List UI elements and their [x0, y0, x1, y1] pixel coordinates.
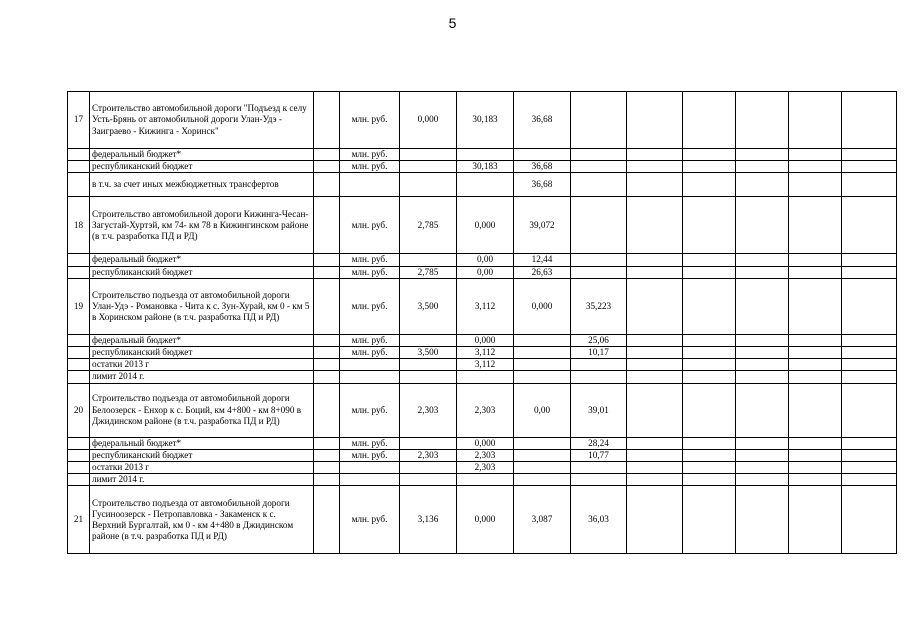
- empty-cell: [683, 334, 736, 346]
- empty-cell: [683, 437, 736, 449]
- value-cell-2: 0,00: [457, 254, 514, 266]
- empty-cell: [789, 334, 842, 346]
- empty-cell: [736, 92, 789, 149]
- empty-cell: [736, 449, 789, 461]
- value-cell-1: [400, 437, 457, 449]
- value-cell-2: 2,303: [457, 462, 514, 474]
- value-cell-4: [571, 266, 627, 278]
- empty-cell: [736, 474, 789, 486]
- empty-cell: [627, 92, 683, 149]
- row-number-cell: 17: [68, 92, 90, 149]
- budget-table: [67, 91, 897, 554]
- empty-cell: [842, 371, 897, 383]
- empty-cell: [683, 266, 736, 278]
- row-number-cell: [68, 334, 90, 346]
- row-number-cell: [68, 474, 90, 486]
- row-name-cell: лимит 2014 г.: [90, 474, 314, 486]
- unit-cell: [340, 371, 400, 383]
- empty-cell: [683, 474, 736, 486]
- row-name-cell: в т.ч. за счет иных межбюджетных трансфертов: [90, 173, 314, 197]
- empty-cell: [627, 359, 683, 371]
- table-row-object: [68, 92, 897, 149]
- value-cell-4: 10,77: [571, 449, 627, 461]
- value-cell-4: 36,03: [571, 486, 627, 554]
- row-number-cell: [68, 173, 90, 197]
- value-cell-2: 0,000: [457, 197, 514, 254]
- value-cell-4: [571, 254, 627, 266]
- table-row-object: [68, 486, 897, 554]
- empty-cell: [683, 449, 736, 461]
- empty-cell: [627, 437, 683, 449]
- row-number-cell: 21: [68, 486, 90, 554]
- empty-cell: [789, 371, 842, 383]
- value-cell-2: 0,000: [457, 334, 514, 346]
- value-cell-2: [457, 371, 514, 383]
- empty-cell: [683, 371, 736, 383]
- value-cell-3: [514, 371, 571, 383]
- value-cell-4: [571, 92, 627, 149]
- empty-cell: [789, 149, 842, 161]
- table-row-source: [68, 371, 897, 383]
- spacer-cell: [314, 371, 340, 383]
- spacer-cell: [314, 266, 340, 278]
- empty-cell: [736, 486, 789, 554]
- empty-cell: [736, 347, 789, 359]
- value-cell-4: [571, 474, 627, 486]
- empty-cell: [736, 173, 789, 197]
- empty-cell: [627, 254, 683, 266]
- unit-cell: млн. руб.: [340, 254, 400, 266]
- value-cell-3: 36,68: [514, 173, 571, 197]
- empty-cell: [683, 462, 736, 474]
- empty-cell: [627, 383, 683, 437]
- empty-cell: [789, 92, 842, 149]
- unit-cell: млн. руб.: [340, 347, 400, 359]
- spacer-cell: [314, 359, 340, 371]
- empty-cell: [683, 278, 736, 334]
- row-number-cell: 18: [68, 197, 90, 254]
- value-cell-1: [400, 334, 457, 346]
- empty-cell: [627, 334, 683, 346]
- value-cell-1: [400, 254, 457, 266]
- value-cell-3: 12,44: [514, 254, 571, 266]
- empty-cell: [627, 197, 683, 254]
- unit-cell: [340, 359, 400, 371]
- empty-cell: [683, 486, 736, 554]
- row-name-cell: Строительство автомобильной дороги Кижинга-Чесан-Загустай-Хуртэй, км 74- км 78 в Кижингинском районе (в т.ч. разработка ПД и РД): [90, 197, 314, 254]
- row-name-cell: Строительство автомобильной дороги "Подъезд к селу Усть-Брянь от автомобильной дороги Улан-Удэ - Заиграево - Кижинга - Хоринск": [90, 92, 314, 149]
- empty-cell: [736, 149, 789, 161]
- empty-cell: [789, 278, 842, 334]
- empty-cell: [842, 92, 897, 149]
- empty-cell: [736, 197, 789, 254]
- value-cell-4: 35,223: [571, 278, 627, 334]
- empty-cell: [842, 161, 897, 173]
- table-row-source: [68, 254, 897, 266]
- empty-cell: [842, 347, 897, 359]
- empty-cell: [842, 383, 897, 437]
- value-cell-1: 2,785: [400, 266, 457, 278]
- empty-cell: [842, 197, 897, 254]
- spacer-cell: [314, 486, 340, 554]
- empty-cell: [789, 266, 842, 278]
- value-cell-3: 0,000: [514, 278, 571, 334]
- empty-cell: [842, 334, 897, 346]
- value-cell-4: [571, 173, 627, 197]
- row-name-cell: республиканский бюджет: [90, 347, 314, 359]
- empty-cell: [842, 266, 897, 278]
- value-cell-3: 3,087: [514, 486, 571, 554]
- table-row-source: [68, 462, 897, 474]
- table-row-object: [68, 383, 897, 437]
- row-name-cell: федеральный бюджет*: [90, 149, 314, 161]
- table-row-source: [68, 347, 897, 359]
- unit-cell: млн. руб.: [340, 278, 400, 334]
- empty-cell: [627, 278, 683, 334]
- value-cell-4: 25,06: [571, 334, 627, 346]
- empty-cell: [842, 437, 897, 449]
- row-name-cell: федеральный бюджет*: [90, 254, 314, 266]
- row-name-cell: республиканский бюджет: [90, 161, 314, 173]
- value-cell-3: 36,68: [514, 92, 571, 149]
- value-cell-3: [514, 347, 571, 359]
- value-cell-4: [571, 359, 627, 371]
- value-cell-4: 28,24: [571, 437, 627, 449]
- empty-cell: [627, 371, 683, 383]
- empty-cell: [627, 449, 683, 461]
- empty-cell: [683, 383, 736, 437]
- empty-cell: [842, 449, 897, 461]
- empty-cell: [736, 371, 789, 383]
- row-name-cell: республиканский бюджет: [90, 266, 314, 278]
- table-row-source: [68, 149, 897, 161]
- value-cell-1: 2,303: [400, 449, 457, 461]
- value-cell-2: 3,112: [457, 278, 514, 334]
- table-row-source: [68, 266, 897, 278]
- value-cell-4: [571, 149, 627, 161]
- table-row-source: [68, 437, 897, 449]
- spacer-cell: [314, 334, 340, 346]
- value-cell-4: [571, 197, 627, 254]
- value-cell-1: [400, 371, 457, 383]
- value-cell-3: 0,00: [514, 383, 571, 437]
- value-cell-1: 3,500: [400, 278, 457, 334]
- table-row-source: [68, 334, 897, 346]
- row-number-cell: [68, 437, 90, 449]
- empty-cell: [683, 173, 736, 197]
- value-cell-3: [514, 359, 571, 371]
- spacer-cell: [314, 347, 340, 359]
- empty-cell: [627, 266, 683, 278]
- empty-cell: [683, 161, 736, 173]
- value-cell-2: 0,000: [457, 437, 514, 449]
- empty-cell: [789, 486, 842, 554]
- empty-cell: [736, 437, 789, 449]
- value-cell-4: [571, 462, 627, 474]
- value-cell-1: 0,000: [400, 92, 457, 149]
- empty-cell: [683, 197, 736, 254]
- unit-cell: млн. руб.: [340, 197, 400, 254]
- empty-cell: [627, 161, 683, 173]
- unit-cell: млн. руб.: [340, 92, 400, 149]
- row-number-cell: [68, 266, 90, 278]
- empty-cell: [789, 254, 842, 266]
- value-cell-3: 39,072: [514, 197, 571, 254]
- empty-cell: [789, 462, 842, 474]
- spacer-cell: [314, 383, 340, 437]
- row-number-cell: 19: [68, 278, 90, 334]
- empty-cell: [627, 486, 683, 554]
- row-number-cell: [68, 449, 90, 461]
- value-cell-4: 39,01: [571, 383, 627, 437]
- empty-cell: [627, 149, 683, 161]
- row-number-cell: [68, 347, 90, 359]
- empty-cell: [842, 149, 897, 161]
- empty-cell: [736, 161, 789, 173]
- row-number-cell: [68, 149, 90, 161]
- row-number-cell: [68, 161, 90, 173]
- value-cell-3: [514, 474, 571, 486]
- empty-cell: [789, 383, 842, 437]
- row-name-cell: Строительство подъезда от автомобильной дороги Гусиноозерск - Петропавловка - Закаменск к с. Верхний Бургалтай, км 0 - км 4+480 в Джидинском районе (в т.ч. разработка ПД и РД): [90, 486, 314, 554]
- value-cell-1: 2,785: [400, 197, 457, 254]
- empty-cell: [789, 474, 842, 486]
- empty-cell: [736, 266, 789, 278]
- empty-cell: [789, 347, 842, 359]
- row-name-cell: остатки 2013 г: [90, 359, 314, 371]
- unit-cell: млн. руб.: [340, 161, 400, 173]
- row-name-cell: федеральный бюджет*: [90, 334, 314, 346]
- unit-cell: млн. руб.: [340, 266, 400, 278]
- spacer-cell: [314, 437, 340, 449]
- empty-cell: [842, 254, 897, 266]
- value-cell-2: 2,303: [457, 449, 514, 461]
- empty-cell: [789, 359, 842, 371]
- empty-cell: [789, 197, 842, 254]
- unit-cell: млн. руб.: [340, 149, 400, 161]
- value-cell-2: 3,112: [457, 359, 514, 371]
- row-name-cell: Строительство подъезда от автомобильной дороги Улан-Удэ - Романовка - Чита к с. Зун-Хурай, км 0 - км 5 в Хоринском районе (в т.ч. разработка ПД и РД): [90, 278, 314, 334]
- empty-cell: [736, 254, 789, 266]
- table-row-object: [68, 197, 897, 254]
- value-cell-2: 2,303: [457, 383, 514, 437]
- value-cell-1: 3,136: [400, 486, 457, 554]
- row-number-cell: [68, 371, 90, 383]
- value-cell-2: 0,00: [457, 266, 514, 278]
- empty-cell: [683, 347, 736, 359]
- page-number: 5: [448, 15, 457, 31]
- unit-cell: млн. руб.: [340, 437, 400, 449]
- empty-cell: [736, 359, 789, 371]
- value-cell-2: 0,000: [457, 486, 514, 554]
- unit-cell: млн. руб.: [340, 334, 400, 346]
- unit-cell: [340, 474, 400, 486]
- value-cell-1: [400, 359, 457, 371]
- value-cell-3: 26,63: [514, 266, 571, 278]
- table-row-source: [68, 173, 897, 197]
- empty-cell: [789, 161, 842, 173]
- spacer-cell: [314, 278, 340, 334]
- empty-cell: [842, 486, 897, 554]
- empty-cell: [842, 173, 897, 197]
- table-row-source: [68, 359, 897, 371]
- row-number-cell: 20: [68, 383, 90, 437]
- spacer-cell: [314, 92, 340, 149]
- value-cell-2: [457, 474, 514, 486]
- spacer-cell: [314, 474, 340, 486]
- row-name-cell: лимит 2014 г.: [90, 371, 314, 383]
- value-cell-1: [400, 149, 457, 161]
- spacer-cell: [314, 462, 340, 474]
- spacer-cell: [314, 254, 340, 266]
- value-cell-1: [400, 173, 457, 197]
- table-row-source: [68, 474, 897, 486]
- row-name-cell: Строительство подъезда от автомобильной дороги Белоозерск - Енхор к с. Боций, км 4+800 - км 8+090 в Джидинском районе (в т.ч. разработка ПД и РД): [90, 383, 314, 437]
- value-cell-1: [400, 161, 457, 173]
- spacer-cell: [314, 161, 340, 173]
- empty-cell: [736, 383, 789, 437]
- empty-cell: [683, 254, 736, 266]
- value-cell-2: [457, 173, 514, 197]
- table-row-source: [68, 161, 897, 173]
- unit-cell: [340, 173, 400, 197]
- value-cell-3: 36,68: [514, 161, 571, 173]
- row-number-cell: [68, 254, 90, 266]
- unit-cell: млн. руб.: [340, 449, 400, 461]
- value-cell-3: [514, 149, 571, 161]
- row-name-cell: остатки 2013 г: [90, 462, 314, 474]
- unit-cell: млн. руб.: [340, 486, 400, 554]
- empty-cell: [842, 278, 897, 334]
- empty-cell: [736, 462, 789, 474]
- value-cell-1: 3,500: [400, 347, 457, 359]
- value-cell-1: [400, 462, 457, 474]
- empty-cell: [736, 278, 789, 334]
- value-cell-3: [514, 437, 571, 449]
- value-cell-2: [457, 149, 514, 161]
- empty-cell: [736, 334, 789, 346]
- empty-cell: [842, 474, 897, 486]
- value-cell-2: 3,112: [457, 347, 514, 359]
- empty-cell: [789, 173, 842, 197]
- row-name-cell: федеральный бюджет*: [90, 437, 314, 449]
- value-cell-4: [571, 371, 627, 383]
- empty-cell: [627, 462, 683, 474]
- empty-cell: [627, 347, 683, 359]
- value-cell-2: 30,183: [457, 161, 514, 173]
- row-number-cell: [68, 462, 90, 474]
- empty-cell: [683, 92, 736, 149]
- value-cell-4: [571, 161, 627, 173]
- value-cell-2: 30,183: [457, 92, 514, 149]
- spacer-cell: [314, 449, 340, 461]
- row-number-cell: [68, 359, 90, 371]
- value-cell-1: 2,303: [400, 383, 457, 437]
- spacer-cell: [314, 149, 340, 161]
- empty-cell: [789, 449, 842, 461]
- empty-cell: [683, 149, 736, 161]
- empty-cell: [627, 474, 683, 486]
- spacer-cell: [314, 197, 340, 254]
- table-row-source: [68, 449, 897, 461]
- spacer-cell: [314, 173, 340, 197]
- empty-cell: [842, 359, 897, 371]
- value-cell-3: [514, 449, 571, 461]
- unit-cell: [340, 462, 400, 474]
- empty-cell: [789, 437, 842, 449]
- table-body: [68, 92, 897, 554]
- value-cell-3: [514, 462, 571, 474]
- value-cell-4: 10,17: [571, 347, 627, 359]
- value-cell-1: [400, 474, 457, 486]
- empty-cell: [842, 462, 897, 474]
- value-cell-3: [514, 334, 571, 346]
- row-name-cell: республиканский бюджет: [90, 449, 314, 461]
- empty-cell: [683, 359, 736, 371]
- empty-cell: [627, 173, 683, 197]
- table-row-object: [68, 278, 897, 334]
- unit-cell: млн. руб.: [340, 383, 400, 437]
